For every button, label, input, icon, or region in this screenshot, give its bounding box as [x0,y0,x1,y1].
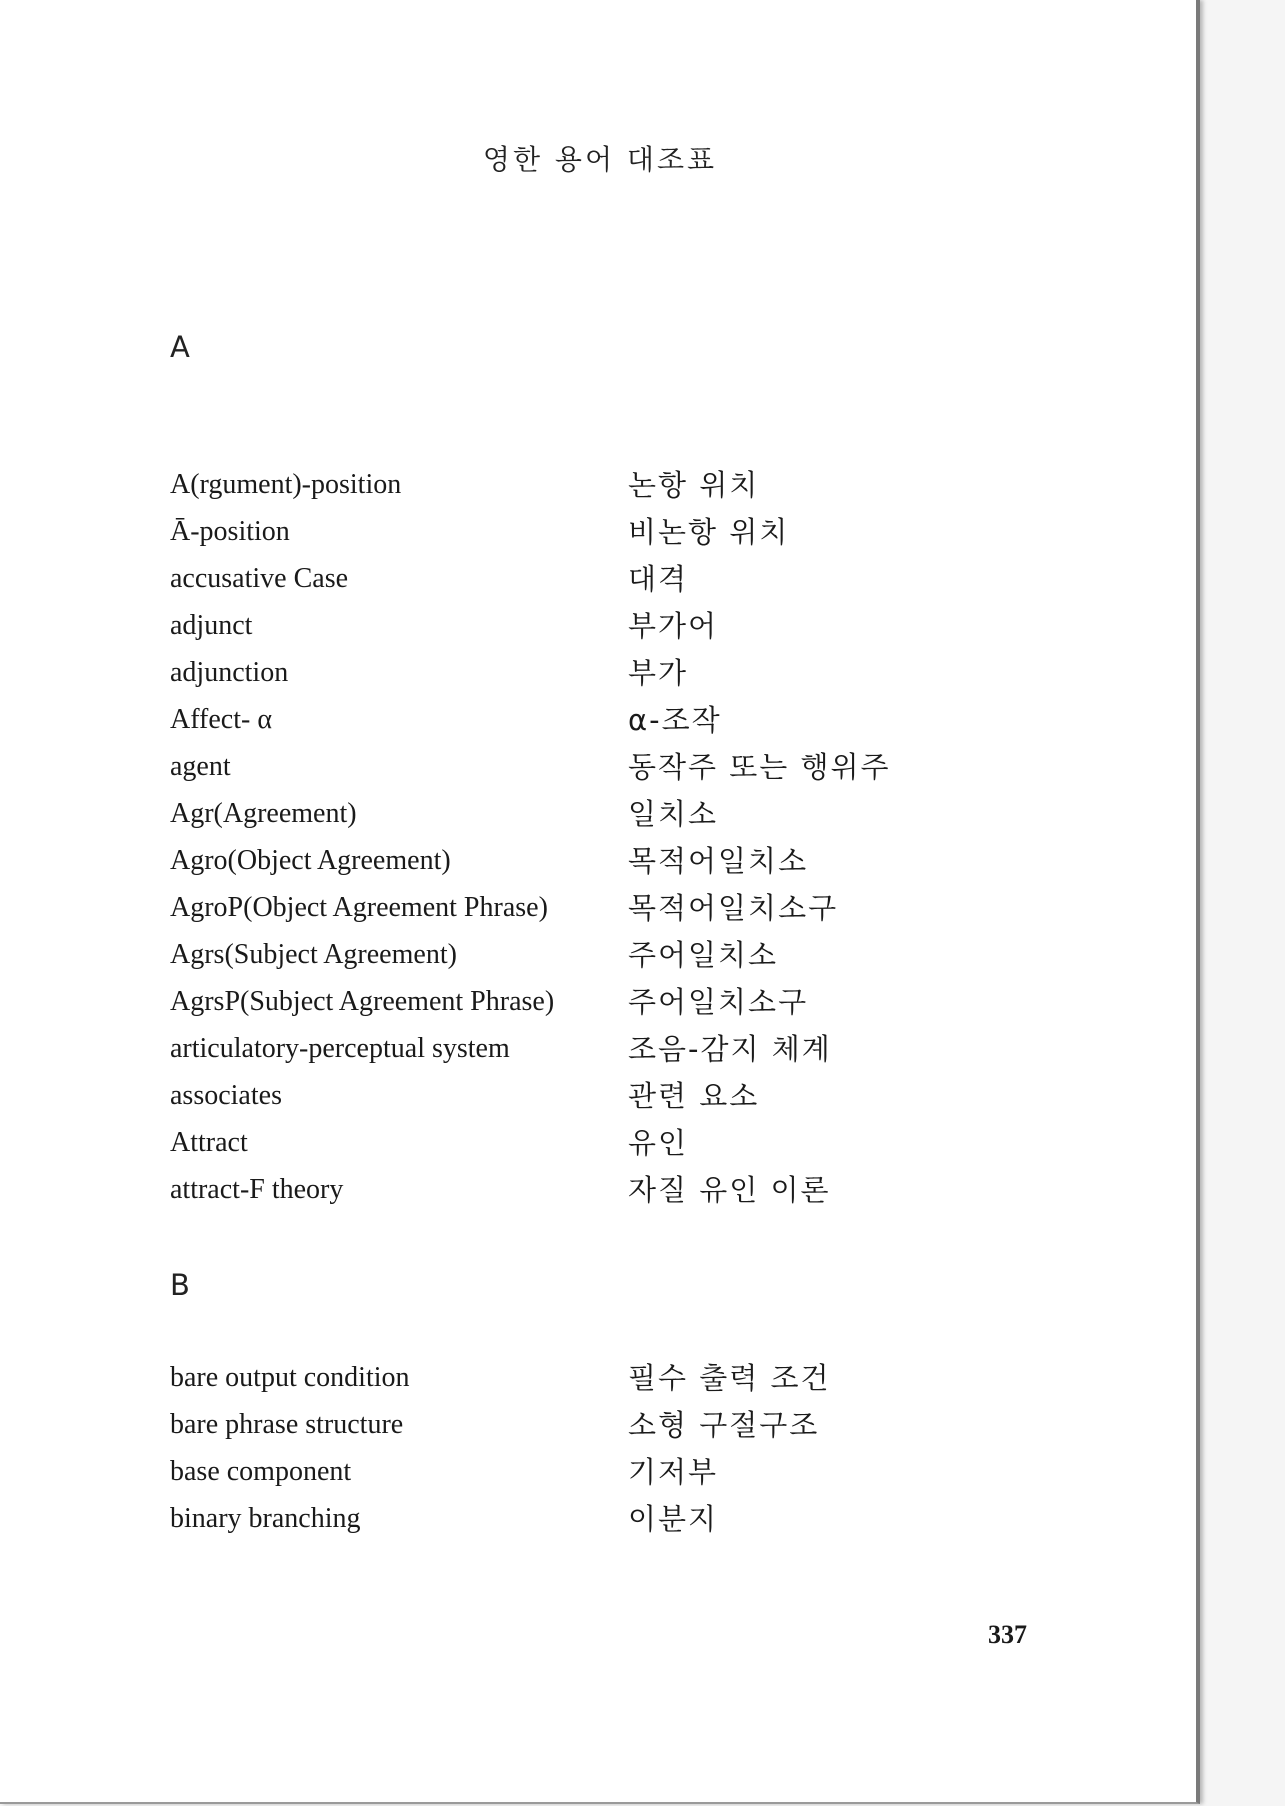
english-term: Agro(Object Agreement) [170,845,451,876]
english-term: Affect- α [170,704,272,735]
glossary-entry [170,844,1070,891]
korean-term: 동작주 또는 행위주 [628,750,891,784]
korean-term: 이분지 [628,1502,719,1536]
glossary-entry [170,1126,1070,1173]
korean-term: 기저부 [628,1455,719,1489]
glossary-entry [170,985,1070,1032]
glossary-entry [170,750,1070,797]
english-term: AgrsP(Subject Agreement Phrase) [170,986,555,1017]
glossary-list-a [170,468,1070,1220]
english-term: accusative Case [170,563,349,594]
korean-term: 논항 위치 [628,468,760,502]
korean-term: 주어일치소 [628,938,779,972]
korean-term: 주어일치소구 [628,985,809,1019]
korean-term: 자질 유인 이론 [628,1173,831,1207]
page-number: 337 [988,1620,1027,1649]
glossary-entry [170,1502,1070,1549]
korean-term: 목적어일치소 [628,844,809,878]
english-term: articulatory-perceptual system [170,1033,510,1064]
english-term: Agr(Agreement) [170,798,357,829]
korean-term: α-조작 [628,703,722,737]
glossary-entry [170,562,1070,609]
korean-term: 필수 출력 조건 [628,1361,831,1395]
glossary-entry [170,1361,1070,1408]
korean-term: 부가 [628,656,689,690]
glossary-entry [170,515,1070,562]
section-heading-b: B [170,1268,190,1302]
glossary-entry [170,468,1070,515]
english-term: A(rgument)-position [170,469,402,500]
english-term: agent [170,751,231,782]
glossary-list-b [170,1361,1070,1549]
glossary-entry [170,656,1070,703]
english-term: associates [170,1080,282,1111]
english-term: AgroP(Object Agreement Phrase) [170,892,548,923]
korean-term: 소형 구절구조 [628,1408,820,1442]
glossary-entry [170,1455,1070,1502]
english-term: bare phrase structure [170,1409,404,1440]
glossary-entry [170,891,1070,938]
korean-term: 부가어 [628,609,719,643]
glossary-entry [170,703,1070,750]
page-title: 영한 용어 대조표 [482,143,718,176]
korean-term: 비논항 위치 [628,515,790,549]
korean-term: 대격 [628,562,689,596]
english-term: Ā-position [170,516,290,547]
glossary-entry [170,797,1070,844]
english-term: Attract [170,1127,248,1158]
glossary-entry [170,1079,1070,1126]
section-heading-a: A [170,330,190,364]
glossary-entry [170,1408,1070,1455]
glossary-entry [170,609,1070,656]
english-term: attract-F theory [170,1174,344,1205]
english-term: adjunct [170,610,253,641]
english-term: Agrs(Subject Agreement) [170,939,457,970]
korean-term: 조음-감지 체계 [628,1032,832,1066]
english-term: adjunction [170,657,289,688]
korean-term: 목적어일치소구 [628,891,839,925]
korean-term: 일치소 [628,797,719,831]
korean-term: 관련 요소 [628,1079,760,1113]
english-term: base component [170,1456,352,1487]
glossary-entry [170,1032,1070,1079]
glossary-entry [170,1173,1070,1220]
korean-term: 유인 [628,1126,689,1160]
english-term: bare output condition [170,1362,410,1393]
english-term: binary branching [170,1503,361,1534]
glossary-entry [170,938,1070,985]
